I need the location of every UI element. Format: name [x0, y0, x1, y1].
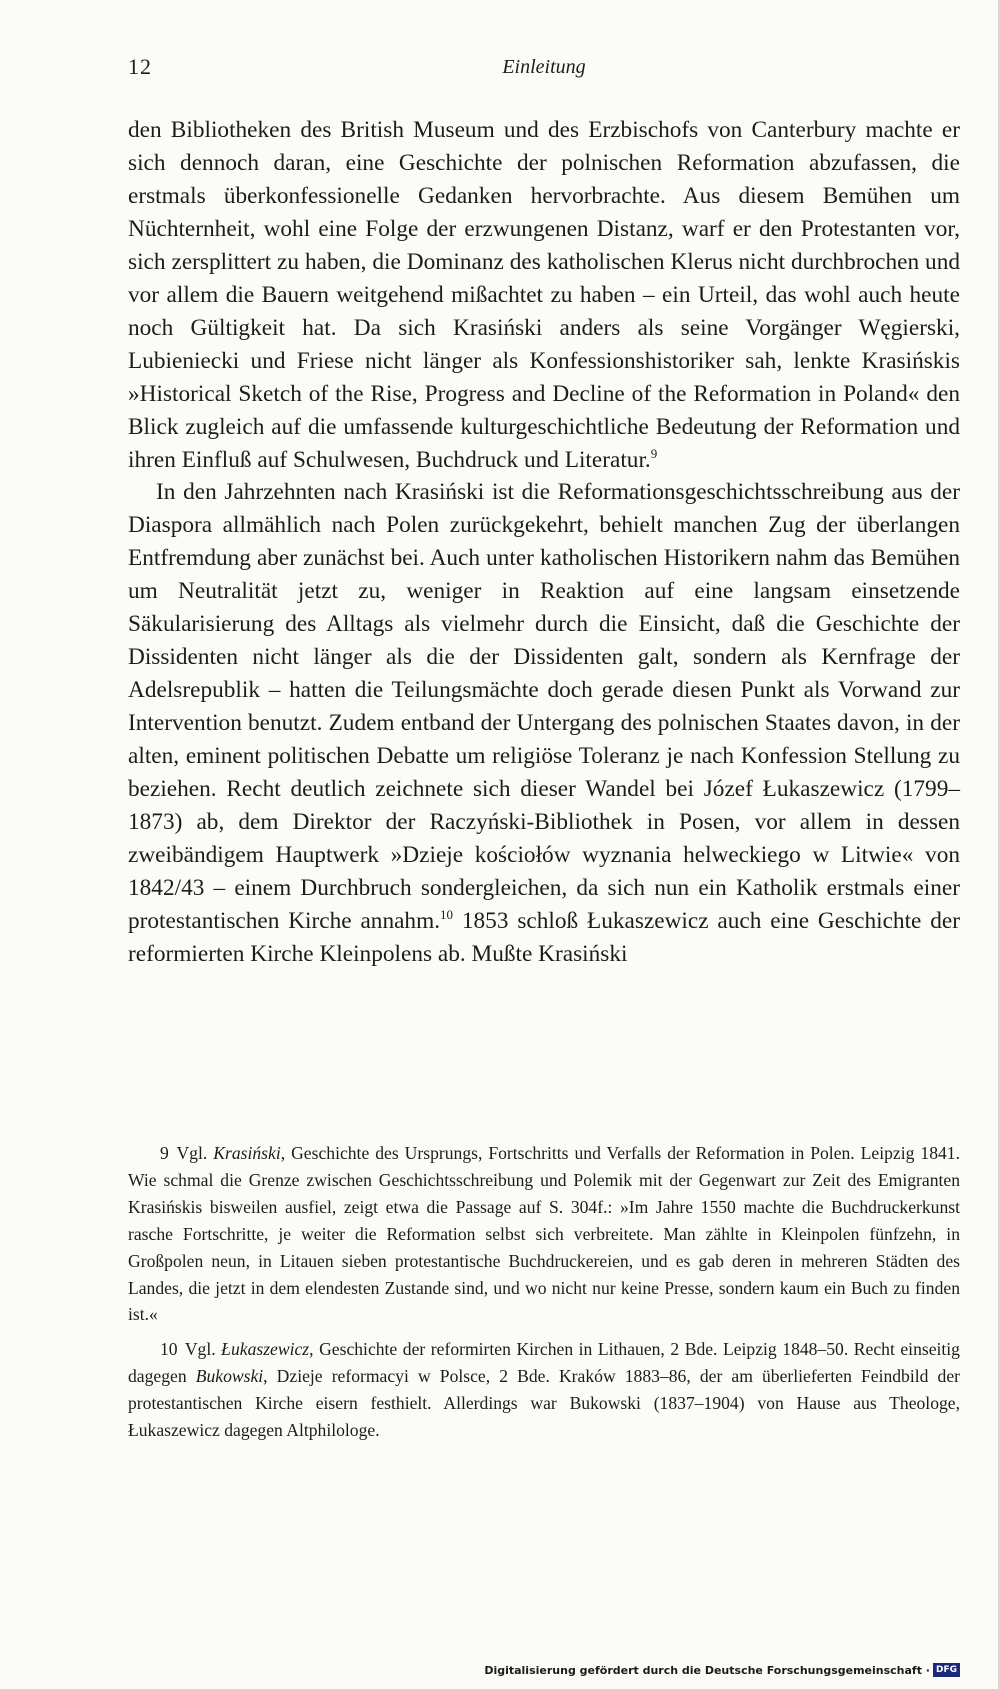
footnote-text: , Geschichte des Ursprungs, Fortschritts und Verfalls der Reformation in Polen. Leipzig 1841. Wie schmal die Grenze zwischen Geschichtsschreibung und Polemik mit der Gegenwart zur Zeit des Emigranten Krasińskis bisweilen ausfiel, zeigt etwa die Passage auf S. 304f.: »Im Jahre 1550 machte die Buchdruckerkunst rasche Fortschritte, je weiter die Reformation selbst sich verbreitete. Man zählte in Kleinpolen fünfzehn, in Großpolen neun, in Litauen sieben protestantische Buchdruckereien, und es gab deren in mehreren Städten des Landes, die jetzt in dem elendesten Zustande sind, und wo nicht nur keine Presse, sondern kaum ein Buch zu finden ist.« [128, 1143, 960, 1325]
main-text [128, 114, 960, 971]
paragraph-1 [128, 114, 960, 476]
footnote-10 [128, 1336, 960, 1444]
paragraph-2-continuation: 1853 schloß Łukaszewicz auch eine Geschichte der reformierten Kirche Kleinpolens ab. Mußte Krasiński [128, 907, 960, 967]
footnote-9 [128, 1140, 960, 1328]
footnote-abbreviation: Vgl. [176, 1143, 208, 1163]
footnote-number: 9 [160, 1143, 169, 1163]
footnote-author: Krasiński [213, 1143, 281, 1163]
digitization-credit [484, 1663, 960, 1677]
footnote-author-2: Bukowski [195, 1366, 264, 1387]
running-head [128, 54, 960, 88]
paragraph-2 [128, 476, 960, 970]
credit-text: Digitalisierung gefördert durch die Deutsche Forschungsgemeinschaft · [484, 1663, 930, 1677]
footnote-number: 10 [160, 1339, 178, 1360]
footnote-ref-10[interactable]: 10 [440, 906, 454, 922]
dfg-logo[interactable]: DFG [933, 1663, 960, 1677]
footnote-author: Łukaszewicz [221, 1339, 310, 1360]
page-number: 12 [128, 54, 152, 79]
paragraph-2-text: In den Jahrzehnten nach Krasiński ist die Reformationsgeschichtsschreibung aus der Diaspora allmählich nach Polen zurückgekehrt, behielt manchen Zug der überlangen Entfremdung aber zunächst bei. Auch unter katholischen Historikern nahm das Bemühen um Neutralität jetzt zu, weniger in Reaktion auf eine langsam einsetzende Säkularisierung des Alltags als vielmehr durch die Einsicht, daß die Geschichte der Dissidenten nicht länger als die der Dissidenten galt, sondern als Kernfrage der Adelsrepublik – hatten die Teilungsmächte doch gerade diesen Punkt als Vorwand zur Intervention benutzt. Zudem entband der Untergang des polnischen Staates davon, in der alten, eminent politischen Debatte um religiöse Toleranz je nach Konfession Stellung zu beziehen. Recht deutlich zeichnete sich dieser Wandel bei Józef Łukaszewicz (1799–1873) ab, dem Direktor der Raczyński-Bibliothek in Posen, vor allem in dessen zweibändigem Hauptwerk »Dzieje kościołów wyznania helweckiego w Litwie« von 1842/43 – einem Durchbruch sondergleichen, da sich nun ein Katholik erstmals einer protestantischen Kirche annahm. [128, 479, 960, 934]
footnotes [128, 1140, 960, 1444]
footnote-ref-9[interactable]: 9 [650, 445, 658, 461]
paragraph-1-text: den Bibliotheken des British Museum und des Erzbischofs von Canterbury machte er sich dennoch daran, eine Geschichte der polnischen Reformation abzufassen, die erstmals überkonfessionelle Gedanken hervorbrachte. Aus diesem Bemühen um Nüchternheit, wohl eine Folge der erzwungenen Distanz, warf er den Protestanten vor, sich zersplittert zu haben, die Dominanz des katholischen Klerus nicht durchbrochen und vor allem die Bauern weitgehend mißachtet zu haben – ein Urteil, das wohl auch heute noch Gültigkeit hat. Da sich Krasiński anders als seine Vorgänger Węgierski, Lubieniecki und Friese nicht länger als Konfessionshistoriker sah, lenkte Krasińskis »Historical Sketch of the Rise, Progress and Decline of the Reformation in Poland« den Blick zugleich auf die umfassende kulturgeschichtliche Bedeutung der Reformation und ihren Einfluß auf Schulwesen, Buchdruck und Literatur. [128, 117, 960, 473]
footnote-text: , Geschichte der reformirten Kirchen in Lithauen, 2 Bde. Leipzig 1848–50. Recht einseitig dagegen [128, 1339, 960, 1387]
footnote-abbreviation: Vgl. [184, 1339, 216, 1360]
chapter-title: Einleitung [502, 56, 586, 78]
footnote-text-2: , Dzieje reformacyi w Polsce, 2 Bde. Kraków 1883–86, der am überlieferten Feindbild der protestantischen Kirche eisern festhielt. Allerdings war Bukowski (1837–1904) von Hause aus Theologe, Łukaszewicz dagegen Altphilologe. [128, 1366, 961, 1441]
